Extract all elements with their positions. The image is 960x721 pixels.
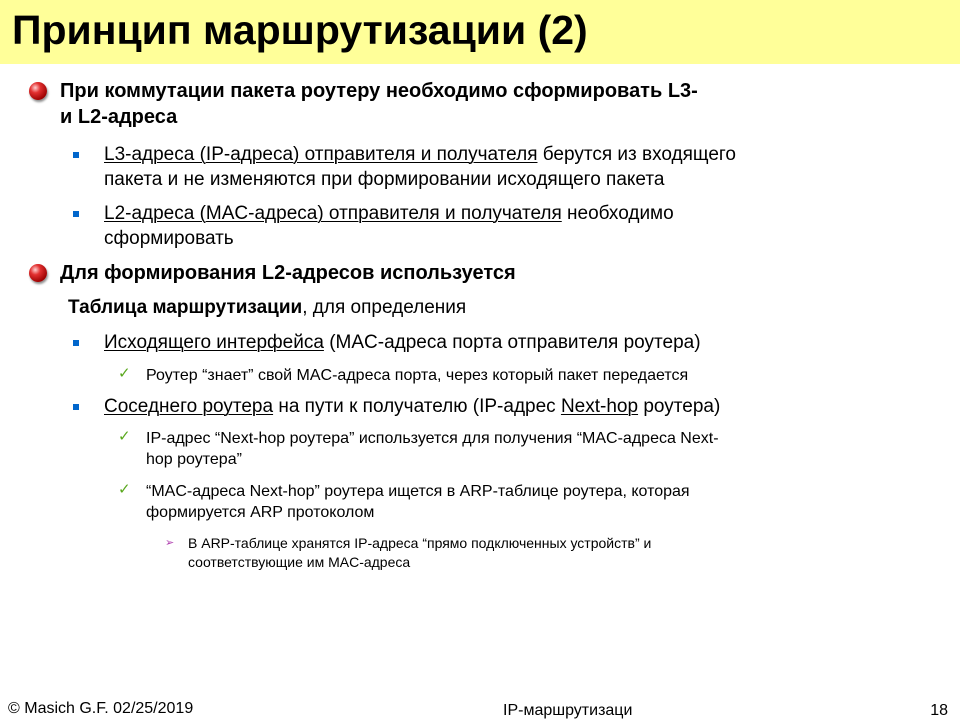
check-2-line2: hop роутера” [146, 451, 242, 468]
table-bold: Таблица маршрутизации [68, 297, 303, 318]
check-3-line2: формируется ARP протоколом [146, 504, 375, 521]
sub4-end: роутера) [638, 396, 721, 417]
checkmark-bullet-icon: ✓ [118, 365, 131, 382]
arrow-bullet-icon: ➢ [165, 537, 175, 549]
bullet1-line1: При коммутации пакета роутеру необходимо сформировать L3- [60, 80, 698, 102]
square-bullet-icon [73, 340, 79, 346]
sub1-underlined: L3-адреса (IP-адреса) отправителя и получателя [104, 144, 538, 165]
sub2-underlined: L2-адреса (MAC-адреса) отправителя и получателя [104, 203, 562, 224]
square-bullet-icon [73, 152, 79, 158]
sphere-bullet-icon [29, 264, 47, 282]
arrow-item-line2: соответствующие им MAC-адреса [188, 554, 411, 570]
checkmark-bullet-icon: ✓ [118, 481, 131, 498]
page-number: 18 [930, 702, 948, 719]
sub1-rest: берутся из входящего [537, 144, 736, 165]
square-bullet-icon [73, 211, 79, 217]
sub4-mid: на пути к получателю (IP-адрес [273, 396, 561, 417]
sub3-underlined: Исходящего интерфейса [104, 332, 324, 353]
table-line [68, 296, 466, 319]
table-rest: , для определения [302, 297, 467, 318]
sub2-rest: необходимо [561, 203, 674, 224]
sub-bullet-2 [104, 202, 674, 225]
checkmark-bullet-icon: ✓ [118, 428, 131, 445]
check-3-line1: “MAC-адреса Next-hop” роутера ищется в ARP-таблице роутера, которая [146, 483, 690, 500]
slide-title: Принцип маршрутизации (2) [12, 7, 588, 53]
square-bullet-icon [73, 404, 79, 410]
sub-bullet-1-line2: пакета и не изменяются при формировании исходящего пакета [104, 169, 665, 190]
sub4-underlined: Соседнего роутера [104, 396, 274, 417]
check-2-line1: IP-адрес “Next-hop роутера” используется для получения “MAC-адреса Next- [146, 430, 719, 447]
sphere-bullet-icon [29, 82, 47, 100]
sub4-nexthop: Next-hop [560, 396, 639, 417]
sub-bullet-4 [104, 395, 720, 418]
sub-bullet-1 [104, 143, 736, 166]
footer-title: IP-маршрутизаци [503, 702, 633, 719]
sub-bullet-3 [104, 331, 701, 354]
bullet2: Для формирования L2-адресов используется [60, 262, 516, 284]
title-bar [0, 0, 960, 64]
bullet1-line2: и L2-адреса [60, 106, 178, 128]
sub3-rest: (MAC-адреса порта отправителя роутера) [323, 332, 701, 353]
sub-bullet-2-line2: сформировать [104, 228, 234, 249]
check-1: Роутер “знает” свой MAC-адреса порта, через который пакет передается [146, 367, 689, 384]
footer-copyright: © Masich G.F. 02/25/2019 [8, 700, 194, 717]
arrow-item-line1: В ARP-таблице хранятся IP-адреса “прямо подключенных устройств” и [188, 535, 652, 551]
